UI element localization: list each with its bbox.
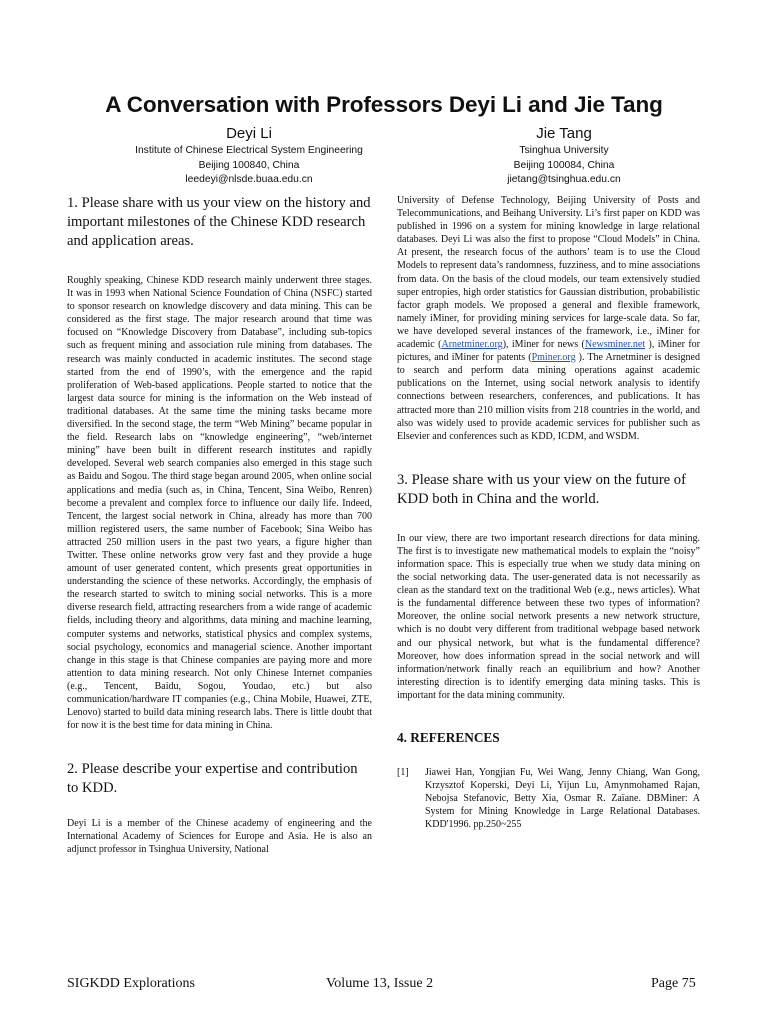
author-block-jie-tang [429, 124, 699, 188]
author-affiliation: Tsinghua University [519, 145, 609, 156]
footer-journal: SIGKDD Explorations [67, 976, 195, 991]
left-column [67, 194, 372, 857]
author-name: Jie Tang [536, 125, 592, 142]
right-column [397, 194, 700, 831]
newsminer-link[interactable]: Newsminer.net [584, 339, 646, 351]
reference-number: [1] [397, 767, 409, 778]
question-1: 1. Please share with us your view on the history and important milestones of the Chinese KDD research and application areas. [67, 195, 371, 249]
author-name: Deyi Li [226, 125, 272, 142]
answer-2-part-1: Deyi Li is a member of the Chinese academy of engineering and the International Academy of Sciences for Europe and Asia. He is also an adjunct professor in Tsinghua University, National [67, 818, 372, 856]
answer-2-text: ). The Arnetminer is designed to search and perform data mining operations against academic publications on the Internet, using social network analysis to identify connections between researchers, conferences, and publications. It has attracted more than 210 million visits from 218 countries in the world, and also was widely used to provide academic services for publisher such as Elsevier and conferences such as KDD, ICDM, and WSDM. [397, 352, 700, 442]
answer-2-part-2 [397, 194, 700, 443]
arnetminer-link[interactable]: Arnetminer.org [441, 339, 503, 351]
answer-2-text: ), iMiner for news ( [502, 339, 585, 351]
author-block-deyi-li [84, 124, 414, 188]
question-3: 3. Please share with us your view on the future of KDD both in China and the world. [397, 471, 686, 507]
question-2: 2. Please describe your expertise and contribution to KDD. [67, 761, 358, 797]
pminer-link[interactable]: Pminer.org [531, 352, 576, 364]
reference-item [397, 766, 700, 831]
reference-text: Jiawei Han, Yongjian Fu, Wei Wang, Jenny Chiang, Wan Gong, Krzysztof Koperski, Deyi Li, Yijun Lu, Amynmohamed Rajan, Nebojsa Stefanovic, Betty Xia, Osmar R. Zaïane. DBMiner: A System for Mining Knowledge in Large Relational Databases. KDD'1996. pp.250~255 [425, 767, 700, 831]
answer-3: In our view, there are two important research directions for data mining. The first is to investigate new mathematical models to explain the “noisy” information space. This is especially true when we study data mining on the social networking data. The user-generated data is not necessarily as clean as the standard text on the traditional Web (e.g., news articles). What is the fundamental difference between these two types of information? Moreover, the online social network presents a new network structure, which is no doubt very different from traditional webpage based network and our physical network, but what is the fundamental difference? Moreover, how does information spread in the social network and will information/network finally reach an equilibrium and how? Another interesting direction is to identify emerging data mining tasks. This is important for the data mining community. [397, 532, 700, 701]
references-heading: 4. REFERENCES [397, 730, 500, 745]
footer-volume: Volume 13, Issue 2 [326, 976, 434, 991]
author-email[interactable]: leedeyi@nlsde.buaa.edu.cn [185, 174, 313, 185]
author-address: Beijing 100840, China [198, 159, 300, 171]
answer-2-text: University of Defense Technology, Beijing University of Posts and Telecommunications, and Beihang University. Li’s first paper on KDD was published in 1996 on a system for mining knowledge in large relational databases. Deyi Li was also the first to propose “Cloud Models” in China. At present, the research focus of the authors’ team is to use the Cloud Models to represent data’s randomness, fuzziness, and to mine associations from data. On the basis of the cloud models, our team extensively studied super entropies, high order statistics for Gaussian distribution, probabilistic factor graph models. We proposed a general and flexible framework, namely iMiner, for providing mining services for large-scale data. So far, we have developed several instances of the framework, i.e., iMiner for academic ( [397, 195, 700, 351]
answer-2-text: ), iMiner for pictures, and iMiner for patents ( [397, 339, 700, 364]
author-address: Beijing 100084, China [513, 159, 615, 171]
answer-1: Roughly speaking, Chinese KDD research mainly underwent three stages. It was in 1993 when National Science Foundation of China (NSFC) started to sponsor research on knowledge discovery and data mining. This can be considered as the first stage. The major research around that time was focused on “Knowledge Discovery from Database”, including sub-topics such as frequent mining and association rule mining from databases. The research was mainly conducted in academic institutes. The second stage started from the end of 1990’s, with the emergence and the rapid proliferation of Web-based applications. People started to notice that the largest data source for mining is the information on the Web instead of traditional databases. At the same time the mining tasks became more diversified. In the second stage, the term “Web Mining” became popular in the field. Research labs on “knowledge engineering”, “web/internet mining” have been built in different research institutes and rapidly developed. Several web search companies also emerged in this stage such as Baidu and Sogou. The third stage began around 2005, when online social applications and media (such as, in China, Tencent, Sina Weibo, Renren) become a prevalent and complex force to influence our daily life. Indeed, Tencent, the largest social network in China, already has more than 700 million registered users, the same number of Facebook; Sina Weibo has attracted 250 million users in the past two years, a figure higher than Twitter. These online networks grow very fast and they provide a huge amount of user generated content, which presents great opportunities in understanding the science of these networks. Accordingly, the emphasis of the research started to switch to mining social networks. This is a more diverse research field, attracting researchers from a wide range of academic fields, including theory and algorithms, data mining and machine learning, computer systems and networks, statistical physics and complex systems, social psychology, economics and managerial science. Another important change in this stage is that Chinese companies are paying more and more attention to data mining research. Not only Chinese Internet companies (e.g., Tencent, Baidu, Sogou, Youdao, etc.) but also communication/hardware IT companies (e.g., China Mobile, Huawei, ZTE, Lenovo) started to build data mining research labs. There is little doubt that for now it is the best time for data mining in China. [67, 275, 372, 732]
author-affiliation: Institute of Chinese Electrical System Engineering [135, 145, 363, 156]
footer-page: Page 75 [651, 976, 696, 991]
author-email[interactable]: jietang@tsinghua.edu.cn [507, 174, 621, 185]
paper-title: A Conversation with Professors Deyi Li and Jie Tang [105, 92, 663, 117]
